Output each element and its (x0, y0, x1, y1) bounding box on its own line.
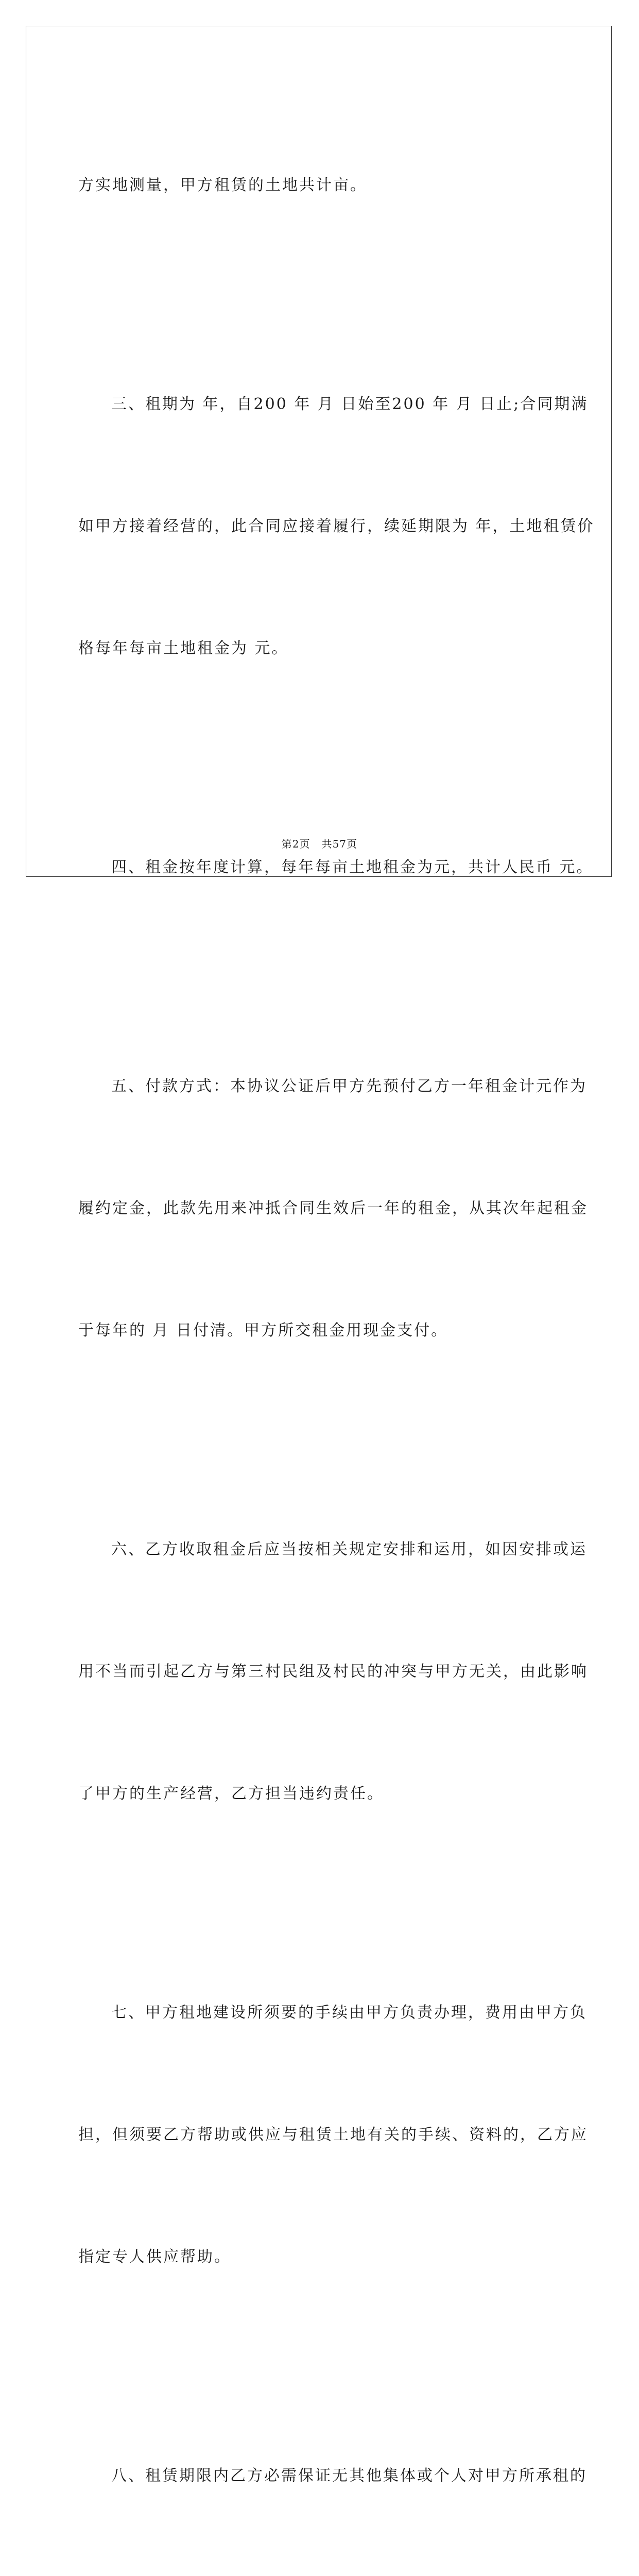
paragraph-7 (78, 2374, 587, 2576)
text-line: 五、付款方式：本协议公证后甲方先预付乙方一年租金计元作为 (111, 1077, 587, 1095)
text-line: 担，但须要乙方帮助或供应与租赁土地有关的手续、资料的，乙方应 (78, 2126, 588, 2144)
text-line: 三、租期为 年，自200 年 月 日始至200 年 月 日止;合同期满 (111, 395, 589, 413)
page-footer (0, 836, 639, 851)
paragraph-3 (78, 766, 594, 969)
paragraph-5 (78, 1448, 588, 1895)
text-line: 指定专人供应帮助。 (78, 2248, 231, 2266)
paragraph-2 (78, 302, 595, 750)
text-line: 履约定金，此款先用来冲抵合同生效后一年的租金，从其次年起租金 (78, 1199, 588, 1217)
page-total: 共57页 (321, 838, 358, 850)
text-line: 方实地测量，甲方租赁的土地共计亩。 (78, 176, 367, 194)
text-line: 于每年的 月 日付清。甲方所交租金用现金支付。 (78, 1321, 448, 1340)
text-line: 了甲方的生产经营，乙方担当违约责任。 (78, 1785, 384, 1803)
text-line: 格每年每亩土地租金为 元。 (78, 639, 289, 657)
page-number: 第2页 (281, 838, 310, 850)
text-line: 六、乙方收取租金后应当按相关规定安排和运用，如因安排或运 (111, 1540, 587, 1558)
text-line: 用不当而引起乙方与第三村民组及村民的冲突与甲方无关，由此影响 (78, 1663, 588, 1681)
paragraph-1 (78, 83, 558, 287)
text-line: 七、甲方租地建设所须要的手续由甲方负责办理，费用由甲方负 (111, 2004, 587, 2022)
text-line: 如甲方接着经营的，此合同应接着履行，续延期限为 年，土地租赁价 (78, 517, 595, 535)
text-line: 四、租金按年度计算，每年每亩土地租金为元，共计人民币 元。 (111, 858, 594, 876)
text-line: 八、租赁期限内乙方必需保证无其他集体或个人对甲方所承租的 (111, 2467, 587, 2485)
document-body (78, 83, 595, 2576)
paragraph-6 (78, 1911, 588, 2359)
paragraph-4 (78, 985, 588, 1432)
